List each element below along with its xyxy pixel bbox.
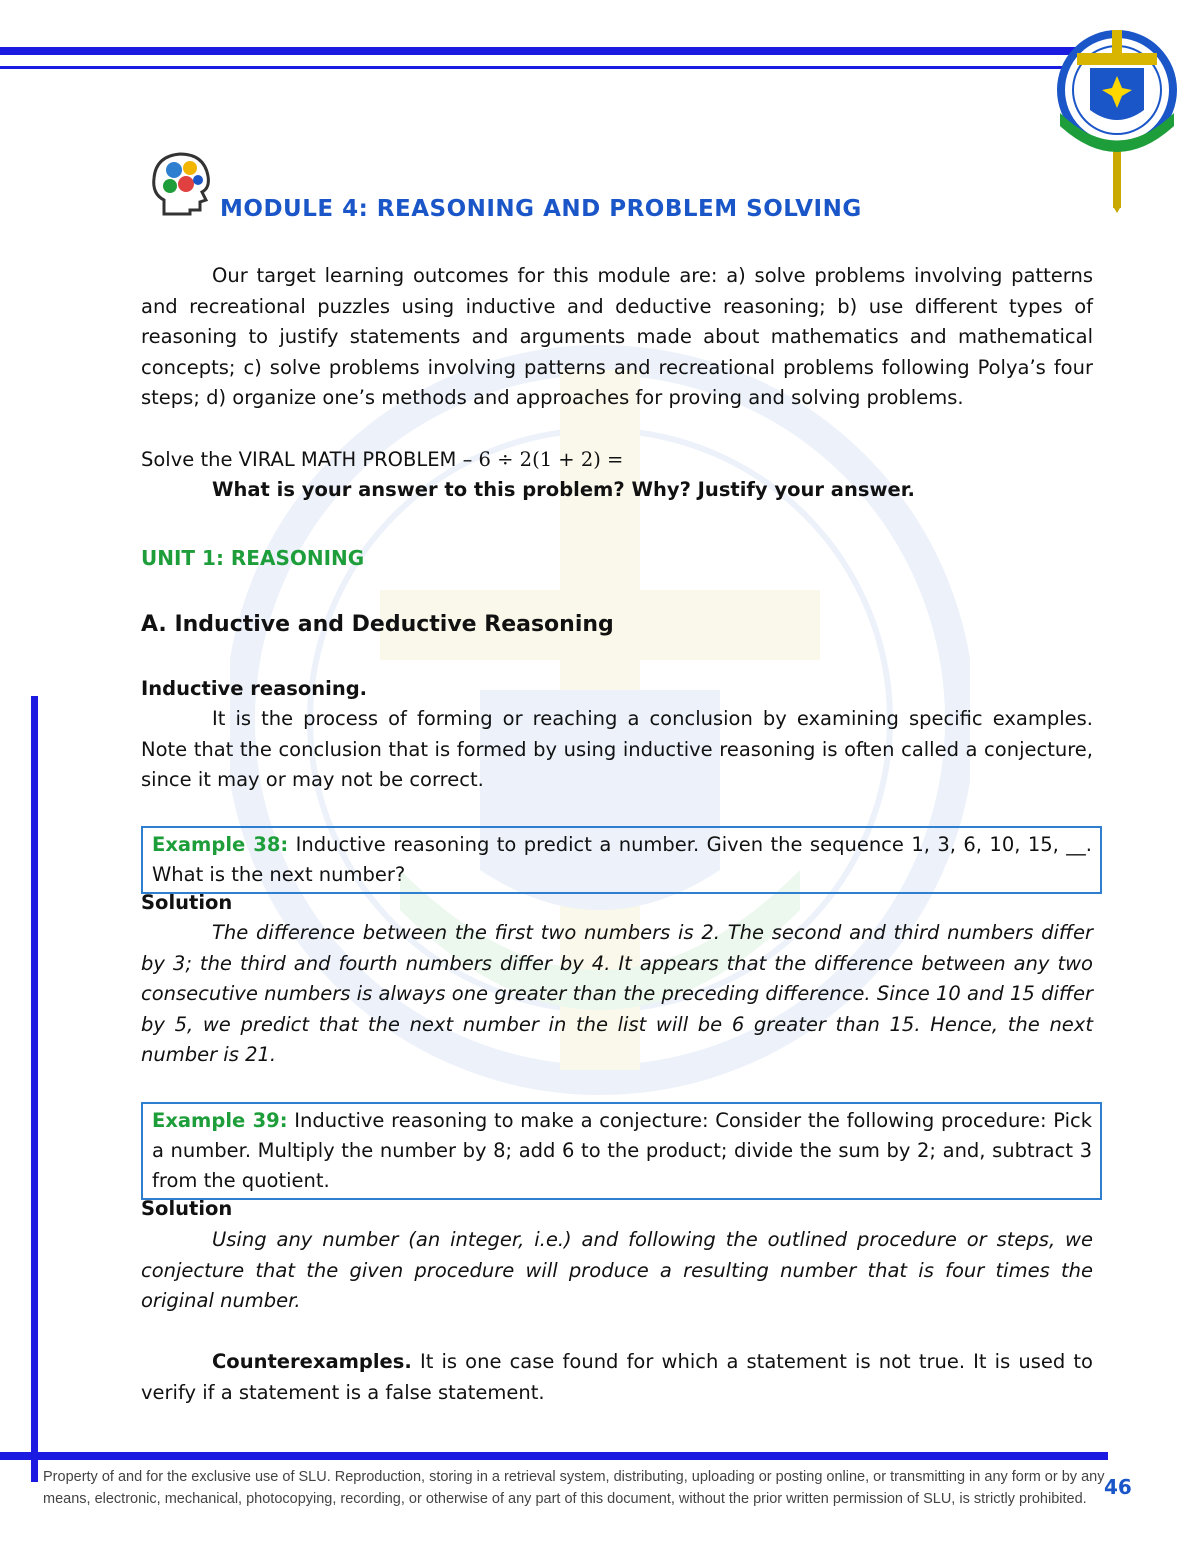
example-39-text: Inductive reasoning to make a conjecture: Consider the following procedure: Pick a number. Multiply the number by 8; add 6 to the product; divide the sum by 2; and, subtract 3 from the quotient. xyxy=(152,1109,1093,1192)
counterexamples-heading: Counterexamples. xyxy=(212,1350,412,1373)
example-38-box xyxy=(141,826,1102,894)
viral-problem-expression: 6 ÷ 2(1 + 2) = xyxy=(478,448,624,471)
viral-problem-question: What is your answer to this problem? Why? Justify your answer. xyxy=(212,478,915,501)
example-38-label: Example 38: xyxy=(152,833,289,856)
page-number: 46 xyxy=(1104,1475,1132,1499)
example-38-text: Inductive reasoning to predict a number. Given the sequence 1, 3, 6, 10, 15, __. What is the next number? xyxy=(152,833,1092,886)
header-rule-thin xyxy=(0,66,1068,69)
example-39-label: Example 39: xyxy=(152,1109,288,1132)
example-39-solution-heading: Solution xyxy=(141,1197,233,1220)
footer-rule xyxy=(0,1452,1108,1460)
left-margin-bar xyxy=(31,696,38,1482)
viral-problem-line xyxy=(141,445,623,475)
intro-paragraph: Our target learning outcomes for this module are: a) solve problems involving patterns and recreational puzzles using inductive and deductive reasoning; b) use different types of reasoning to justify statements and arguments made about mathematics and mathematical concepts; c) solve problems involving patterns and recreational problems following Polya’s four steps; d) organize one’s methods and approaches for proving and solving problems. xyxy=(141,264,1093,409)
copyright-notice: Property of and for the exclusive use of SLU. Reproduction, storing in a retrieval system, distributing, uploading or posting online, or transmitting in any form or by any means, electronic, mechanical, photocopying, recording, or otherwise of any part of this document, without the prior written permission of SLU, is strictly prohibited. xyxy=(43,1469,1105,1507)
counterexamples-paragraph xyxy=(141,1347,1093,1408)
viral-problem-label: Solve the VIRAL MATH PROBLEM – xyxy=(141,448,479,471)
example-39-box xyxy=(141,1102,1102,1200)
university-seal-icon xyxy=(1052,18,1182,213)
module-title: MODULE 4: REASONING AND PROBLEM SOLVING xyxy=(220,196,862,222)
inductive-heading: Inductive reasoning. xyxy=(141,677,368,700)
unit-title: UNIT 1: REASONING xyxy=(141,546,365,570)
example-38-solution: The difference between the first two numbers is 2. The second and third numbers differ by 3; the third and fourth numbers differ by 4. It appears that the difference between any two consecutive numbers is always one greater than the preceding difference. Since 10 and 15 differ by 5, we predict that the next number in the list will be 6 greater than 15. Hence, the next number is 21. xyxy=(141,921,1093,1066)
example-39-solution: Using any number (an integer, i.e.) and following the outlined procedure or steps, we conjecture that the given procedure will produce a resulting number that is four times the original number. xyxy=(141,1228,1093,1312)
brain-gears-icon xyxy=(146,148,216,218)
example-38-solution-heading: Solution xyxy=(141,891,233,914)
counterexamples-text: It is one case found for which a statement is not true. It is used to verify if a statement is a false statement. xyxy=(141,1350,1093,1404)
header-rule-thick xyxy=(0,47,1078,55)
inductive-definition: It is the process of forming or reaching a conclusion by examining specific examples. Note that the conclusion that is formed by using inductive reasoning is often called a conjecture, since it may or may not be correct. xyxy=(141,707,1093,791)
section-title: A. Inductive and Deductive Reasoning xyxy=(141,612,614,637)
